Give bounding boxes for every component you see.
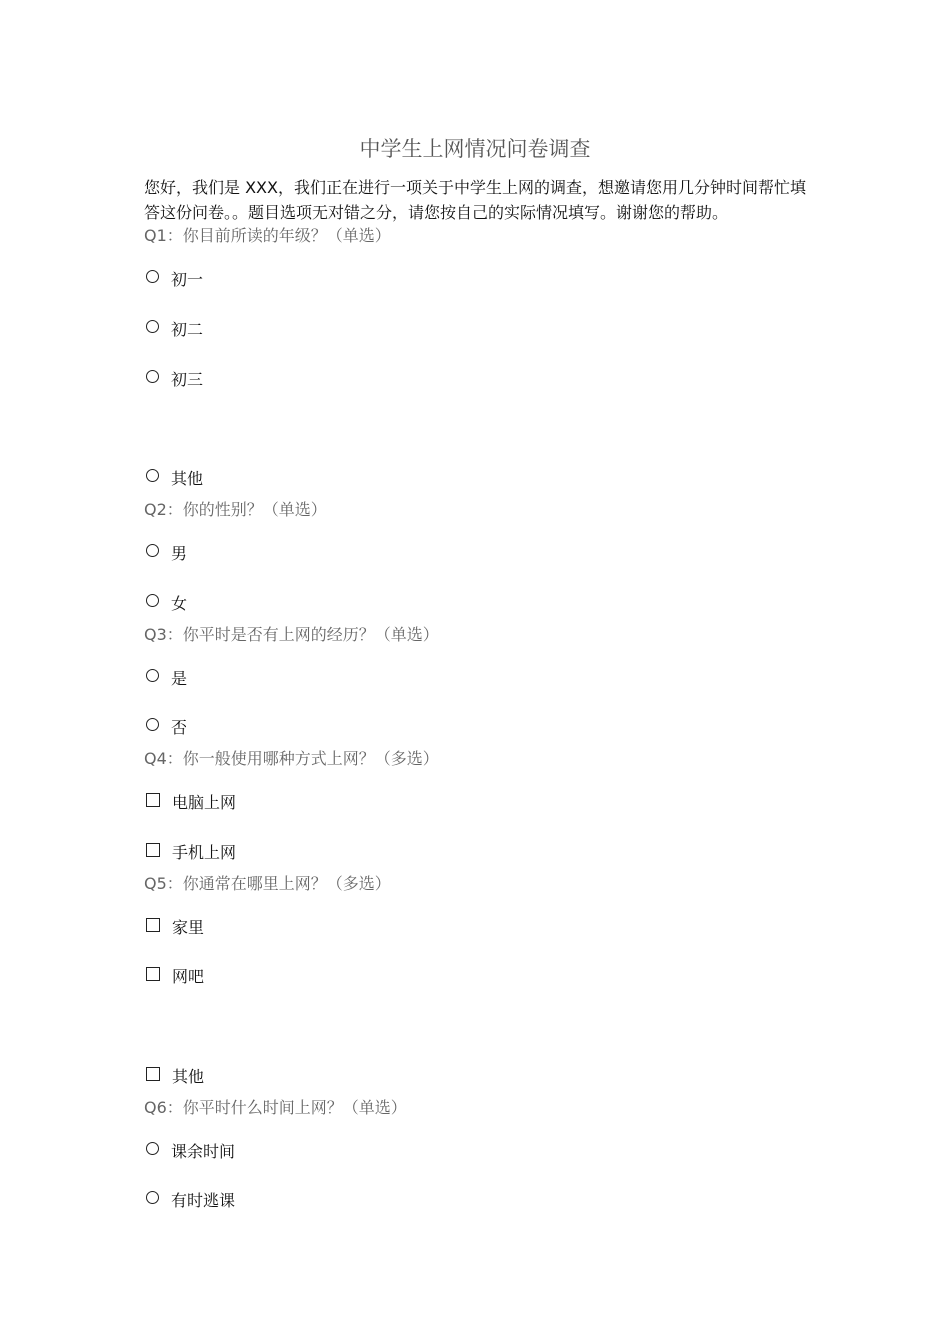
q2-option-1[interactable] [146,542,187,566]
q1-option-3[interactable] [146,368,203,392]
radio-icon[interactable] [146,1191,159,1204]
checkbox-icon[interactable] [146,967,160,981]
q3-option-1[interactable] [146,667,187,691]
option-label: 网吧 [172,967,205,986]
checkbox-icon[interactable] [146,793,160,807]
option-label: 家里 [172,918,205,937]
page-title: 中学生上网情况问卷调查 [359,137,591,161]
q2-option-2[interactable] [146,592,187,616]
q4-option-1[interactable] [146,791,236,815]
radio-icon[interactable] [146,320,159,333]
checkbox-icon[interactable] [146,843,160,857]
intro-paragraph: 您好，我们是 XXX，我们正在进行一项关于中学生上网的调查，想邀请您用几分钟时间帮忙填答这份问卷。。题目选项无对错之分，请您按自己的实际情况填写。谢谢您的帮助。 [144,178,806,222]
option-label: 男 [171,544,188,563]
q5-option-2[interactable] [146,965,204,989]
option-label: 课余时间 [171,1142,236,1161]
option-label: 初一 [171,270,204,289]
radio-icon[interactable] [146,544,159,557]
option-label: 其他 [172,1067,205,1086]
q1-option-1[interactable] [146,268,203,292]
option-label: 否 [171,718,188,737]
question-2-label: Q2：你的性别？（单选） [144,500,327,519]
radio-icon[interactable] [146,469,159,482]
checkbox-icon[interactable] [146,918,160,932]
radio-icon[interactable] [146,594,159,607]
option-label: 女 [171,594,188,613]
radio-icon[interactable] [146,370,159,383]
checkbox-icon[interactable] [146,1067,160,1081]
radio-icon[interactable] [146,669,159,682]
option-label: 初三 [171,370,204,389]
question-4-label: Q4：你一般使用哪种方式上网？（多选） [144,749,439,768]
q1-option-4[interactable] [146,467,203,491]
option-label: 手机上网 [172,843,237,862]
option-label: 其他 [171,469,204,488]
q5-option-1[interactable] [146,916,204,940]
q3-option-2[interactable] [146,716,187,740]
question-6-label: Q6：你平时什么时间上网？（单选） [144,1098,407,1117]
q6-option-2[interactable] [146,1189,235,1213]
radio-icon[interactable] [146,718,159,731]
question-5-label: Q5：你通常在哪里上网？（多选） [144,874,391,893]
option-label: 电脑上网 [172,793,237,812]
option-label: 初二 [171,320,204,339]
option-label: 是 [171,669,188,688]
q6-option-1[interactable] [146,1140,235,1164]
radio-icon[interactable] [146,1142,159,1155]
q5-option-3[interactable] [146,1065,204,1089]
q1-option-2[interactable] [146,318,203,342]
question-1-label: Q1：你目前所读的年级？（单选） [144,226,391,245]
option-label: 有时逃课 [171,1191,236,1210]
question-3-label: Q3：你平时是否有上网的经历？（单选） [144,625,439,644]
q4-option-2[interactable] [146,841,236,865]
radio-icon[interactable] [146,270,159,283]
